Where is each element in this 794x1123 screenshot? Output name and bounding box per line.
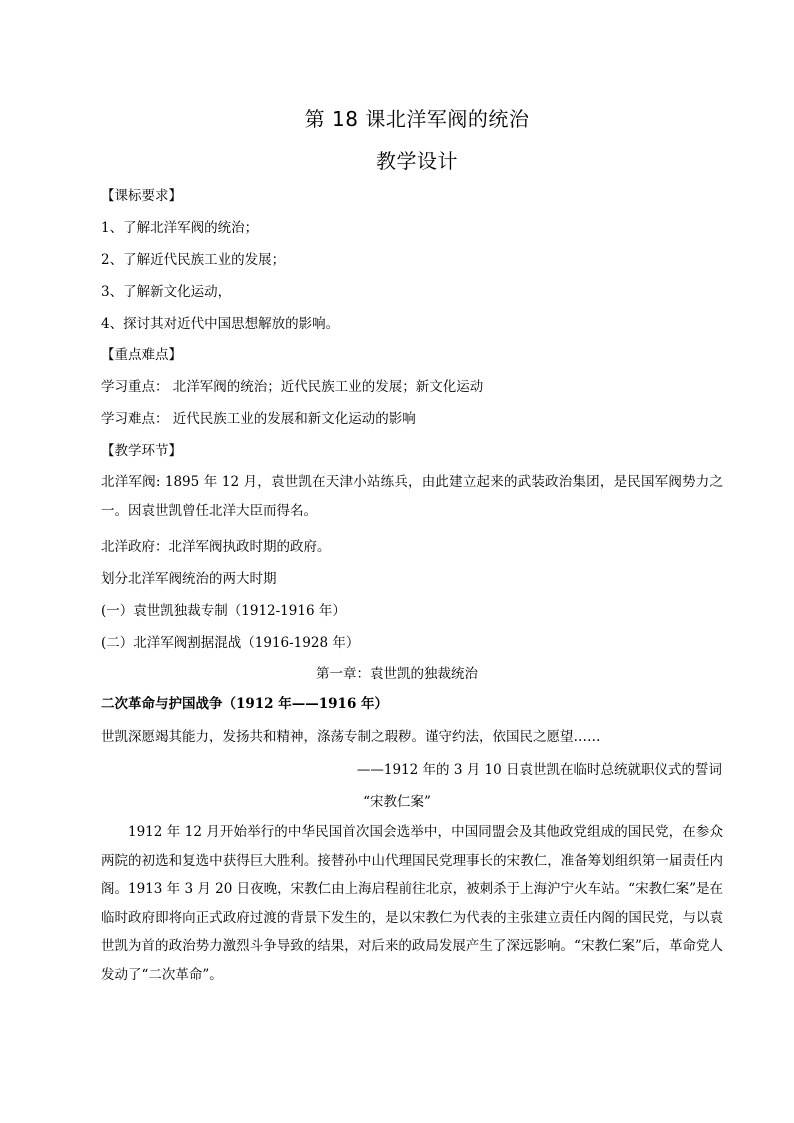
period-item-1: (一）袁世凯独裁专制（1912-1916 年） [101, 603, 346, 619]
document-subtitle: 教学设计 [376, 149, 458, 173]
requirement-item-3: 3、了解新文化运动， [101, 284, 232, 300]
subsection-title: 二次革命与护国战争（1912 年——1916 年） [101, 696, 389, 712]
oath-source: ——1912 年的 3 月 10 日袁世凯在临时总统就职仪式的誓词 [356, 762, 722, 778]
keypoint-difficulty: 学习难点： 近代民族工业的发展和新文化运动的影响 [101, 411, 416, 427]
oath-quote: 世凯深愿竭其能力，发扬共和精神，涤荡专制之瑕秽。谨守约法，依国民之愿望…… [101, 729, 601, 745]
periods-intro: 划分北洋军阀统治的两大时期 [101, 571, 277, 587]
case-title: “宋教仁案” [363, 794, 431, 810]
paragraph-song-case: 1912 年 12 月开始举行的中华民国首次国会选举中，中国同盟会及其他政党组成的国民党，在参众两院的初选和复选中获得巨大胜利。接替孙中山代理国民党理事长的宋教仁，准备筹划组织第一届责任内阁。1913 年 3 月 20 日夜晚，宋教仁由上海启程前往北京，被刺杀于上海沪宁火车站。“宋教仁案”是在临时政府即将向正式政府过渡的背景下发生的，是以宋教仁为代表的主张建立责任内阁的国民党，与以袁世凯为首的政治势力激烈斗争导致的结果，对后来的政局发展产生了深远影响。“宋教仁案”后，革命党人发动了“二次革命”。 [101, 824, 723, 983]
period-item-2: (二）北洋军阀割据混战（1916-1928 年） [101, 635, 360, 651]
requirement-item-2: 2、了解近代民族工业的发展； [101, 252, 286, 268]
section-heading-keypoints: 【重点难点】 [101, 347, 182, 363]
chapter-title: 第一章：袁世凯的独裁统治 [316, 666, 478, 682]
requirement-item-4: 4、探讨其对近代中国思想解放的影响。 [101, 316, 340, 332]
paragraph-beiyang-army: 北洋军阀: 1895 年 12 月，袁世凯在天津小站练兵，由此建立起来的武装政治集团，是民国军阀势力之一。因袁世凯曾任北洋大臣而得名。 [101, 474, 723, 519]
section-heading-process: 【教学环节】 [101, 443, 182, 459]
keypoint-focus: 学习重点： 北洋军阀的统治；近代民族工业的发展；新文化运动 [101, 379, 484, 395]
section-heading-requirements: 【课标要求】 [101, 188, 182, 204]
document-title: 第 18 课北洋军阀的统治 [304, 107, 530, 131]
paragraph-beiyang-gov: 北洋政府：北洋军阀执政时期的政府。 [101, 539, 331, 555]
requirement-item-1: 1、了解北洋军阀的统治； [101, 220, 259, 236]
